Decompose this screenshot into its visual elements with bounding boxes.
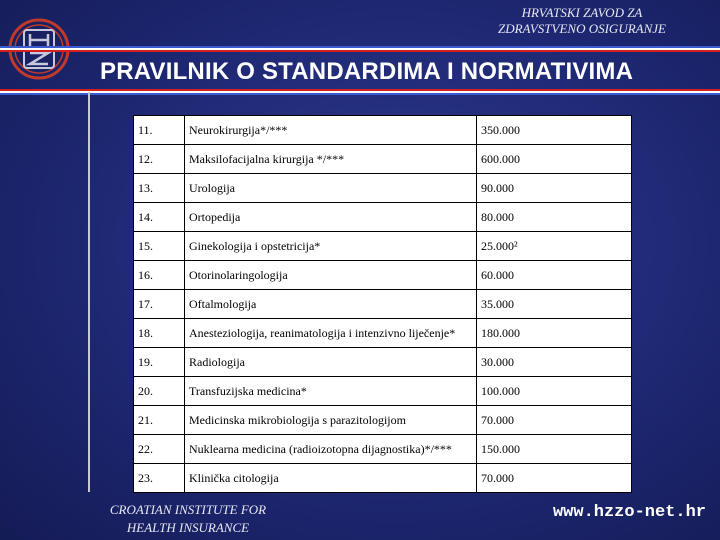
row-value: 70.000 [477,406,632,435]
row-value: 180.000 [477,319,632,348]
vertical-divider [88,92,90,492]
row-value: 25.000² [477,232,632,261]
page-title: PRAVILNIK O STANDARDIMA I NORMATIVIMA [100,58,634,85]
row-number: 12. [134,145,185,174]
table-row [134,174,632,203]
specialty-name: Otorinolaringologija [185,261,477,290]
row-value: 350.000 [477,116,632,145]
specialty-name: Radiologija [185,348,477,377]
table-row [134,145,632,174]
row-number: 17. [134,290,185,319]
row-value: 60.000 [477,261,632,290]
row-number: 20. [134,377,185,406]
table-row [134,377,632,406]
table-row [134,203,632,232]
table-row [134,290,632,319]
row-number: 21. [134,406,185,435]
row-number: 11. [134,116,185,145]
specialty-name: Maksilofacijalna kirurgija */*** [185,145,477,174]
specialty-name: Klinička citologija [185,464,477,493]
specialty-name: Transfuzijska medicina* [185,377,477,406]
footer-org-line-2: HEALTH INSURANCE [126,520,250,535]
row-number: 22. [134,435,185,464]
website-url: www.hzzo-net.hr [552,503,706,522]
row-number: 15. [134,232,185,261]
table-row [134,116,632,145]
specialty-name: Oftalmologija [185,290,477,319]
table-row [134,232,632,261]
table-row [134,348,632,377]
row-number: 19. [134,348,185,377]
specialty-name: Nuklearna medicina (radioizotopna dijagnostika)*/*** [185,435,477,464]
row-value: 600.000 [477,145,632,174]
specialty-name: Anesteziologija, reanimatologija i intenzivno liječenje* [185,319,477,348]
table-row [134,464,632,493]
row-number: 23. [134,464,185,493]
table-row [134,261,632,290]
org-line-1: HRVATSKI ZAVOD ZA [521,5,643,20]
table-row [134,319,632,348]
organization-name-en [92,501,284,537]
table-row [134,435,632,464]
specialty-name: Ortopedija [185,203,477,232]
row-number: 16. [134,261,185,290]
row-value: 100.000 [477,377,632,406]
title-stripes [0,89,720,95]
row-value: 70.000 [477,464,632,493]
row-number: 14. [134,203,185,232]
footer-org-line-1: CROATIAN INSTITUTE FOR [109,502,267,517]
row-value: 80.000 [477,203,632,232]
row-number: 13. [134,174,185,203]
organization-name-hr [452,5,712,37]
row-number: 18. [134,319,185,348]
row-value: 150.000 [477,435,632,464]
standards-table [133,115,632,493]
row-value: 30.000 [477,348,632,377]
row-value: 90.000 [477,174,632,203]
specialty-name: Medicinska mikrobiologija s parazitologijom [185,406,477,435]
top-stripes [0,46,720,52]
specialty-name: Ginekologija i opstetricija* [185,232,477,261]
org-line-2: ZDRAVSTVENO OSIGURANJE [498,21,666,36]
specialty-name: Urologija [185,174,477,203]
table-row [134,406,632,435]
specialty-name: Neurokirurgija*/*** [185,116,477,145]
row-value: 35.000 [477,290,632,319]
